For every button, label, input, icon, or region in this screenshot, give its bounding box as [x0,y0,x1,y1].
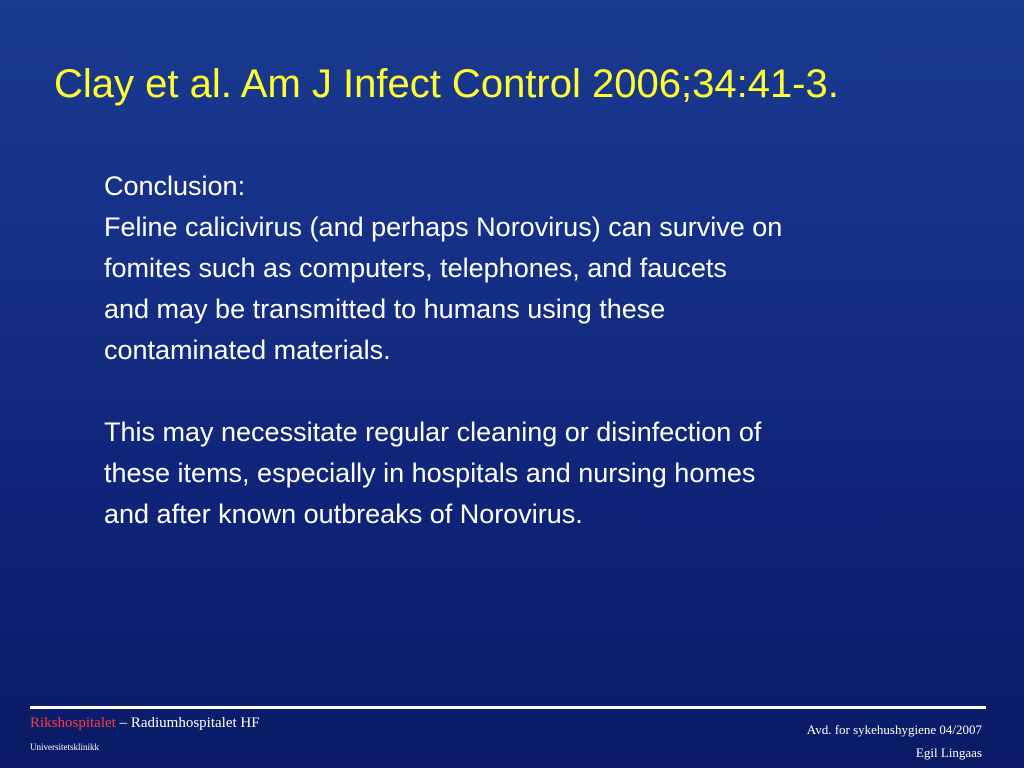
footer-credits [807,718,982,764]
paragraph-1-line-1: Conclusion: [104,171,246,201]
footer-author: Egil Lingaas [915,745,982,760]
paragraph-1-line-4: and may be transmitted to humans using these [104,294,666,324]
org-secondary: Radiumhospitalet HF [130,715,260,731]
paragraph-2-line-1: This may necessitate regular cleaning or disinfection of [104,417,762,447]
footer-organization [30,713,260,752]
footer-department: Avd. for sykehushygiene 04/2007 [806,722,982,737]
slide-body [104,166,984,535]
org-separator: – [115,715,131,731]
org-subtitle: Universitetsklinikk [30,742,99,752]
slide-title: Clay et al. Am J Infect Control 2006;34:41-3. [54,62,839,106]
paragraph-2-line-3: and after known outbreaks of Norovirus. [104,499,583,529]
paragraph-spacer [104,371,984,412]
paragraph-1-line-3: fomites such as computers, telephones, and faucets [104,253,727,283]
paragraph-1-line-5: contaminated materials. [104,335,391,365]
org-primary: Rikshospitalet [30,715,116,731]
paragraph-1-line-2: Feline calicivirus (and perhaps Norovirus) can survive on [104,212,783,242]
paragraph-2-line-2: these items, especially in hospitals and nursing homes [104,458,756,488]
footer-divider [30,706,986,709]
